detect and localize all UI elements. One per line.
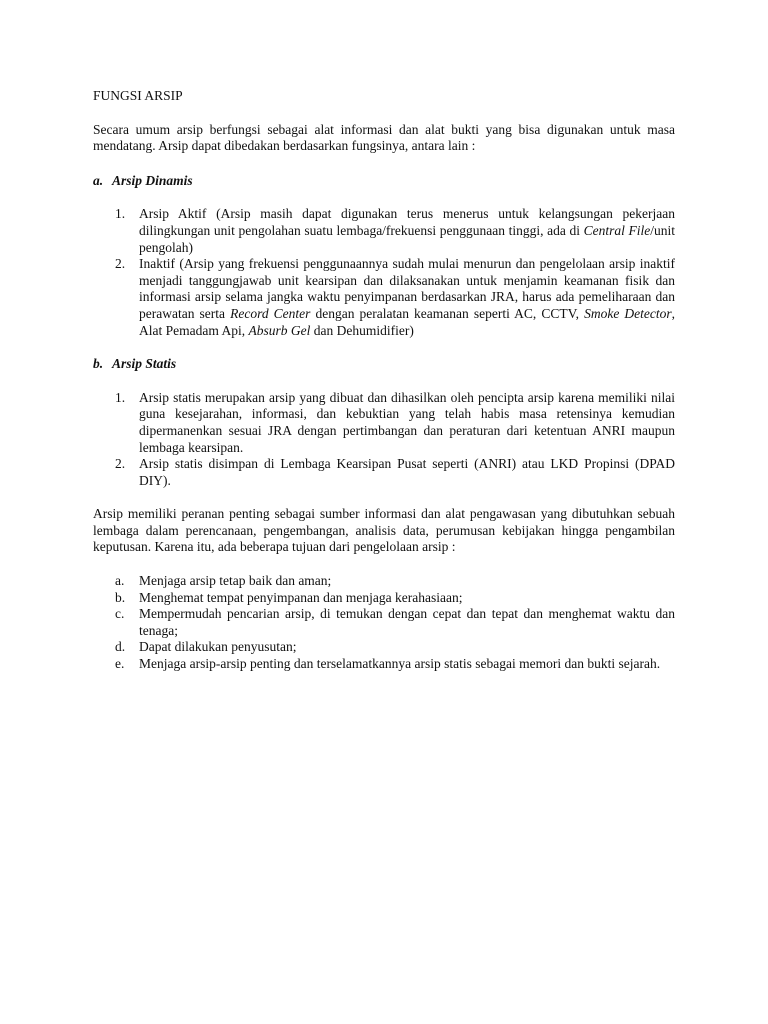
arsip-statis-list (93, 390, 675, 490)
list-letter: e. (115, 656, 125, 672)
list-item-text: /unit pengolah) (139, 222, 676, 255)
document-page (93, 88, 675, 673)
list-number: 2. (115, 256, 126, 272)
role-paragraph: Arsip memiliki peranan penting sebagai sumber informasi dan alat pengawasan yang dibutuhkan sebuah lembaga dalam perencanaan, pengembangan, analisis data, perumusan kebijakan hingga pengambilan keputusan. Karena itu, ada beberapa tujuan dari pengelolaan arsip : (93, 506, 675, 555)
section-letter: b. (93, 356, 104, 372)
list-item-italic: Smoke Detector (584, 305, 672, 321)
list-item-text: Arsip statis disimpan di Lembaga Kearsipan Pusat seperti (ANRI) atau LKD Propinsi (DPAD DIY). (139, 456, 675, 488)
list-item-text: Menjaga arsip-arsip penting dan terselamatkannya arsip statis sebagai memori dan bukti sejarah. (139, 656, 661, 672)
list-number: 1. (115, 389, 126, 405)
list-item (93, 573, 675, 590)
arsip-dinamis-list (93, 206, 675, 339)
section-letter: a. (93, 172, 104, 188)
list-item (93, 606, 675, 639)
list-item-italic: Central File (583, 222, 651, 238)
list-item-text: Menjaga arsip tetap baik dan aman; (139, 573, 332, 589)
list-letter: a. (115, 573, 125, 589)
list-item-text: Arsip Aktif (Arsip masih dapat digunakan terus menerus untuk kelangsungan pekerjaan dilingkungan unit pengolahan suatu lembaga/frekuensi penggunaan tinggi, ada di (139, 206, 675, 238)
list-item (93, 256, 675, 339)
goals-list (93, 573, 675, 673)
document-title: FUNGSI ARSIP (93, 88, 183, 103)
list-item-italic: Record Center (230, 305, 311, 321)
list-item-italic: Absurb Gel (248, 322, 311, 338)
list-item (93, 639, 675, 656)
list-item-text: Arsip statis merupakan arsip yang dibuat dan dihasilkan oleh pencipta arsip karena memiliki nilai guna kesejarahan, informasi, dan kebuktian yang telah habis masa retensinya kemudian dipermanenkan sesuai JRA dengan pertimbangan dan peraturan dari ketentuan ANRI maupun lembaga kearsipan. (139, 389, 675, 455)
section-heading-arsip-statis (93, 356, 675, 373)
list-item (93, 390, 675, 456)
list-number: 1. (115, 206, 126, 222)
list-number: 2. (115, 456, 126, 472)
section-heading-text: Arsip Statis (112, 356, 177, 372)
list-item-text: dengan peralatan keamanan seperti AC, CCTV, (310, 305, 585, 321)
intro-paragraph: Secara umum arsip berfungsi sebagai alat informasi dan alat bukti yang bisa digunakan untuk masa mendatang. Arsip dapat dibedakan berdasarkan fungsinya, antara lain : (93, 121, 675, 154)
list-item-text: Inaktif (Arsip yang frekuensi penggunaannya sudah mulai menurun dan pengelolaan arsip inaktif menjadi tanggungjawab unit kearsipan dan dilaksanakan untuk menjamin keamanan fisik dan informasi arsip selama jangka waktu penyimpanan berdasarkan JRA, harus ada pemeliharaan dan perawatan serta (139, 256, 675, 321)
list-item (93, 590, 675, 607)
list-letter: d. (115, 639, 126, 655)
section-heading-text: Arsip Dinamis (112, 172, 193, 188)
list-item (93, 656, 675, 673)
list-item-text: Menghemat tempat penyimpanan dan menjaga kerahasiaan; (139, 589, 463, 605)
list-item (93, 456, 675, 489)
section-heading-arsip-dinamis (93, 173, 675, 190)
list-item-text: , Alat Pemadam Api, (139, 305, 675, 338)
list-letter: b. (115, 589, 126, 605)
list-letter: c. (115, 606, 125, 622)
list-item-text: Mempermudah pencarian arsip, di temukan dengan cepat dan tepat dan menghemat waktu dan tenaga; (139, 606, 675, 638)
list-item-text: dan Dehumidifier) (310, 322, 414, 338)
list-item (93, 206, 675, 256)
list-item-text: Dapat dilakukan penyusutan; (139, 639, 297, 655)
